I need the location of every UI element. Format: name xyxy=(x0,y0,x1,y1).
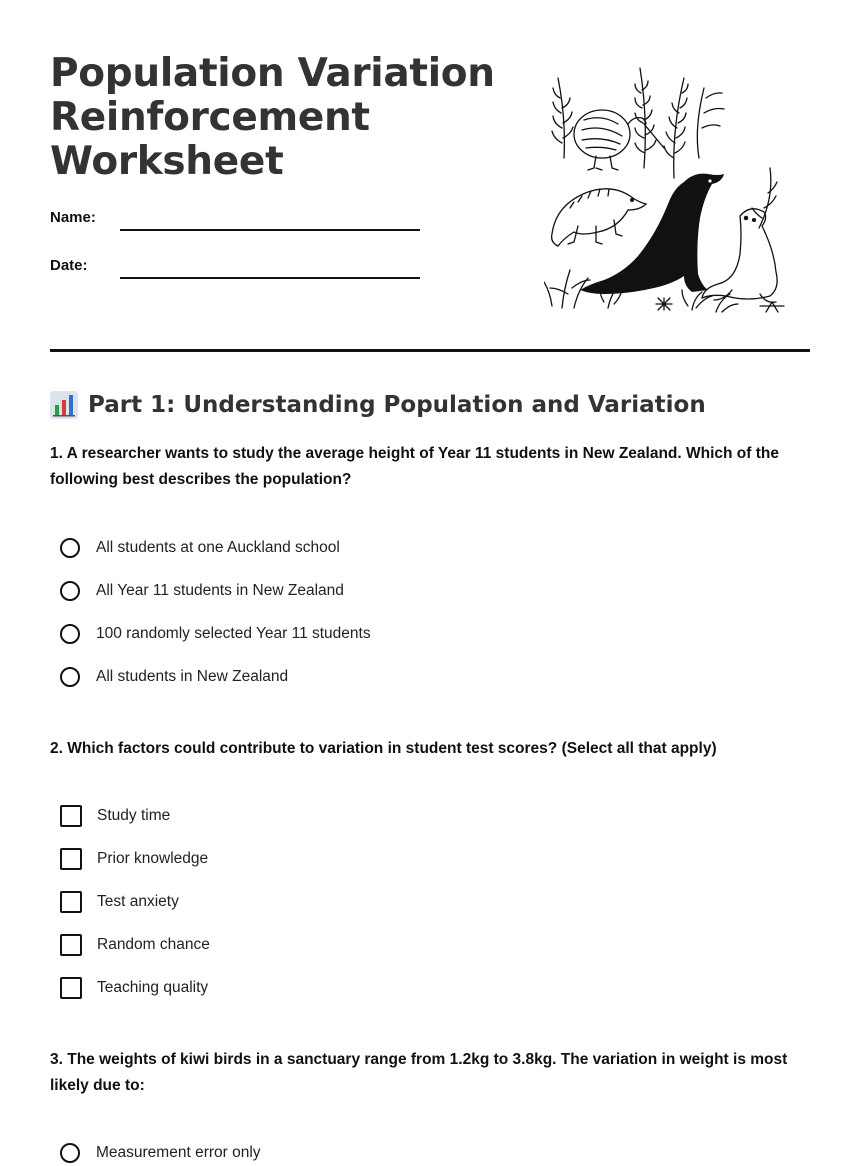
kiwi-icon xyxy=(574,110,664,170)
radio-button[interactable] xyxy=(60,1143,80,1163)
bar-chart-icon xyxy=(50,391,78,419)
name-line[interactable] xyxy=(120,229,420,231)
radio-button[interactable] xyxy=(60,667,80,687)
radio-button[interactable] xyxy=(60,624,80,644)
q2-option-3[interactable] xyxy=(60,889,179,915)
question-2: 2. Which factors could contribute to variation in student test scores? (Select all that apply) xyxy=(50,740,717,757)
title-line-1: Population Variation xyxy=(50,51,495,96)
nz-wildlife-illustration xyxy=(544,58,794,320)
q1-option-3[interactable] xyxy=(60,621,371,647)
sea-lion-icon xyxy=(580,174,724,294)
option-label: Study time xyxy=(97,807,171,824)
checkbox[interactable] xyxy=(60,977,82,999)
q2-option-1[interactable] xyxy=(60,803,170,829)
worksheet-title xyxy=(50,52,510,184)
checkbox[interactable] xyxy=(60,805,82,827)
q1-option-4[interactable] xyxy=(60,664,288,690)
q2-option-5[interactable] xyxy=(60,975,208,1001)
question-3: 3. The weights of kiwi birds in a sanctuary range from 1.2kg to 3.8kg. The variation in weight is most likely due to: xyxy=(50,1051,788,1094)
name-label: Name: xyxy=(50,209,96,226)
option-label: Test anxiety xyxy=(97,893,179,910)
date-line[interactable] xyxy=(120,277,420,279)
date-field xyxy=(50,257,430,287)
name-field xyxy=(50,209,430,239)
radio-button[interactable] xyxy=(60,581,80,601)
option-label: All Year 11 students in New Zealand xyxy=(96,582,344,599)
title-line-3: Worksheet xyxy=(50,139,284,184)
option-label: 100 randomly selected Year 11 students xyxy=(96,625,371,642)
option-label: Random chance xyxy=(97,936,210,953)
q2-option-4[interactable] xyxy=(60,932,210,958)
checkbox[interactable] xyxy=(60,891,82,913)
q1-option-1[interactable] xyxy=(60,535,340,561)
part1-title xyxy=(50,388,706,422)
tuatara-icon xyxy=(552,189,646,246)
radio-button[interactable] xyxy=(60,538,80,558)
part1-title-text: Part 1: Understanding Population and Variation xyxy=(88,392,706,418)
option-label: Prior knowledge xyxy=(97,850,209,867)
option-label: Teaching quality xyxy=(97,979,209,996)
option-label: All students at one Auckland school xyxy=(96,539,340,556)
q2-option-2[interactable] xyxy=(60,846,208,872)
q1-option-2[interactable] xyxy=(60,578,344,604)
option-label: Measurement error only xyxy=(96,1144,261,1161)
question-1: 1. A researcher wants to study the average height of Year 11 students in New Zealand. Which of the following best describes the population? xyxy=(50,445,779,488)
checkbox[interactable] xyxy=(60,848,82,870)
header-divider xyxy=(50,349,810,352)
title-line-2: Reinforcement xyxy=(50,95,370,140)
date-label: Date: xyxy=(50,257,88,274)
checkbox[interactable] xyxy=(60,934,82,956)
option-label: All students in New Zealand xyxy=(96,668,289,685)
seal-pup-icon xyxy=(702,209,777,303)
q3-option-1[interactable] xyxy=(60,1140,261,1166)
